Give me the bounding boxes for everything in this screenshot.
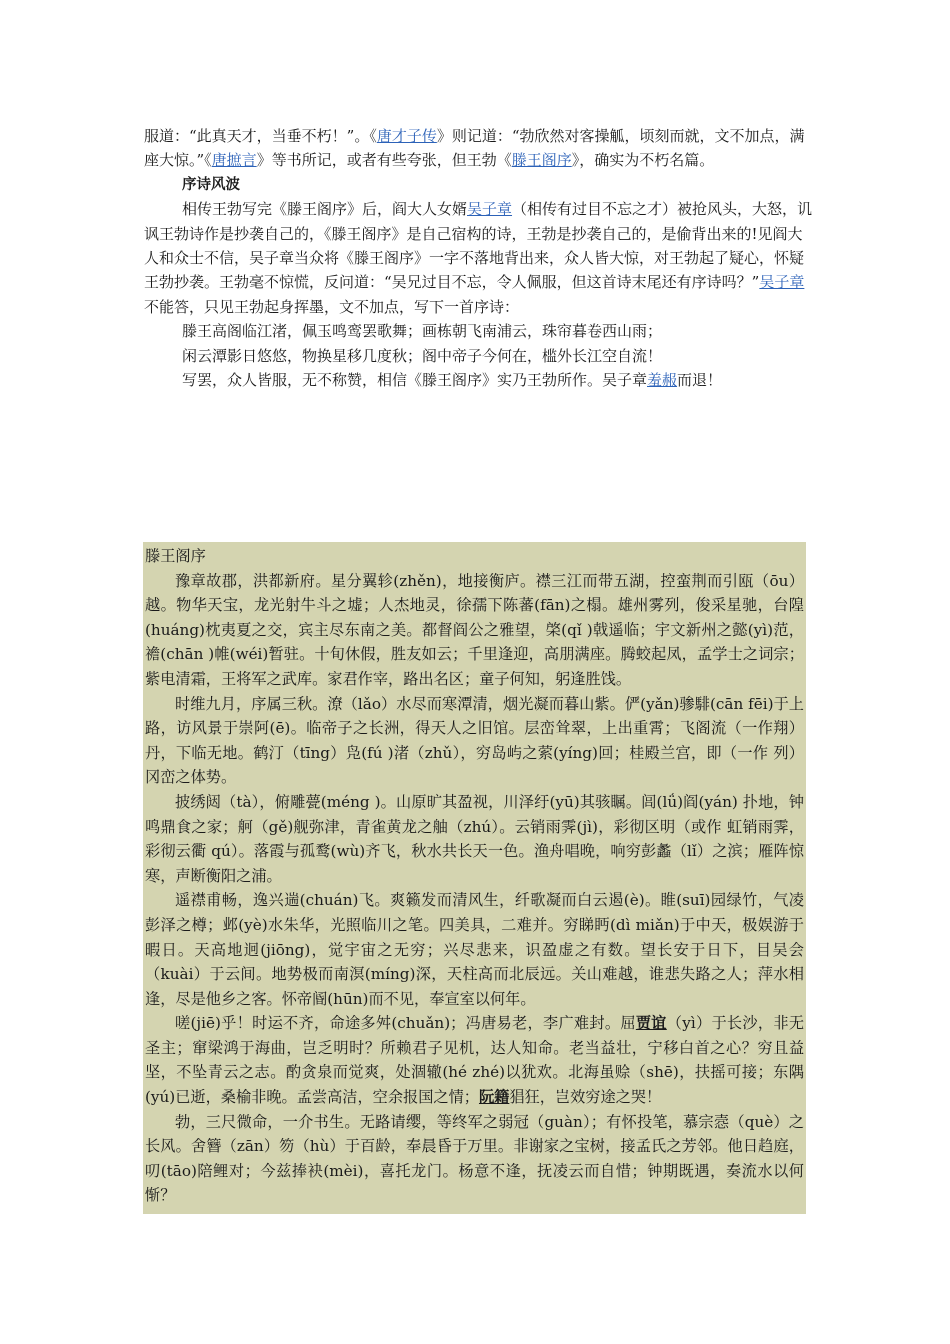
essay-paragraph-1: 豫章故郡，洪都新府。星分翼轸(zhěn)，地接衡庐。襟三江而带五湖，控蛮荆而引瓯（ōu）越。物华天宝，龙光射牛斗之墟；人杰地灵，徐孺下陈蕃(fān)之榻。雄州雾列，俊采星驰，台隍(huáng)枕夷夏之交，宾主尽东南之美。都督阎公之雅望，棨(qǐ )戟遥临；宇文新州之懿(yì)范，襜(chān )帷(wéi)暂驻。十旬休假，胜友如云；千里逢迎，高朋满座。腾蛟起凤，孟学士之词宗；紫电清霜，王将军之武库。家君作宰，路出名区；童子何知，躬逢胜饯。	[145, 571, 804, 688]
intro-paragraph: 服道：“此真天才，当垂不朽！”。《唐才子传》则记道：“勃欣然对客操觚，顷刻而就，文不加点，满座大惊。”《唐摭言》等书所记，或者有些夸张，但王勃《滕王阁序》，确实为不朽名篇。	[144, 127, 805, 170]
essay-paragraph-2: 时维九月，序属三秋。潦（lǎo）水尽而寒潭清，烟光凝而暮山紫。俨(yǎn)骖騑(cān fēi)于上路，访风景于崇阿(ē)。临帝子之长洲，得天人之旧馆。层峦耸翠，上出重霄；飞阁流（一作翔）丹，下临无地。鹤汀（tīng）凫(fú )渚（zhǔ），穷岛屿之萦(yíng)回；桂殿兰宫，即（一作 列）冈峦之体势。	[145, 694, 804, 787]
link-wu-zizhang-2[interactable]: 吴子章	[759, 273, 805, 292]
essay-paragraph-6: 勃，三尺微命，一介书生。无路请缨，等终军之弱冠（guàn）；有怀投笔，慕宗悫（què）之长风。舍簪（zān）笏（hù）于百龄，奉晨昏于万里。非谢家之宝树，接孟氏之芳邻。他日趋庭，叨(tāo)陪鲤对；今兹捧袂(mèi)，喜托龙门。杨意不逢，抚凌云而自惜；钟期既遇，奏流水以何惭？	[145, 1112, 804, 1205]
story-paragraph: 相传王勃写完《滕王阁序》后，阎大人女婿吴子章（相传有过目不忘之才）被抢风头，大怒，讥讽王勃诗作是抄袭自己的，《滕王阁序》是自己宿构的诗，王勃是抄袭自己的，是偷背出来的!见阎大人和众士不信，吴子章当众将《滕王阁序》一字不落地背出来，众人皆大惊，对王勃起了疑心，怀疑王勃抄袭。王勃毫不惊慌，反问道：“吴兄过目不忘，令人佩服，但这首诗末尾还有序诗吗？”吴子章不能答，只见王勃起身挥墨，文不加点，写下一首序诗：	[144, 200, 813, 316]
link-xiunan[interactable]: 羞赧	[647, 371, 678, 390]
link-jia-yi[interactable]: 贾谊	[635, 1014, 667, 1033]
link-ruan-ji[interactable]: 阮籍	[478, 1088, 510, 1107]
link-tengwangge-xu[interactable]: 滕王阁序	[511, 151, 572, 170]
essay-title: 滕王阁序	[145, 547, 206, 565]
essay-box	[143, 542, 806, 1214]
link-tang-caizi-zhuan[interactable]: 唐才子传	[376, 127, 437, 145]
link-tang-zhiyan[interactable]: 唐摭言	[211, 151, 257, 170]
poem-line-2: 闲云潭影日悠悠，物换星移几度秋；阁中帝子今何在，槛外长江空自流！	[182, 346, 663, 365]
essay-paragraph-3: 披绣闼（tà），俯雕甍(méng )。山原旷其盈视，川泽纡(yū)其骇瞩。闾(lǘ)阎(yán) 扑地，钟鸣鼎食之家；舸（gě)舰弥津，青雀黄龙之舳（zhú）。云销雨霁(jì)，彩彻区明（或作 虹销雨霁，彩彻云衢 qú）。落霞与孤鹜(wù)齐飞，秋水共长天一色。渔舟唱晚，响穷彭蠡（lǐ）之滨；雁阵惊寒，声断衡阳之浦。	[145, 792, 804, 885]
poem-line-1: 滕王高阁临江渚，佩玉鸣鸾罢歌舞；画栋朝飞南浦云，珠帘暮卷西山雨；	[182, 322, 663, 341]
intro-text-section	[144, 124, 816, 392]
closing-paragraph: 写罢，众人皆服，无不称赞，相信《滕王阁序》实乃王勃所作。吴子章羞赧而退！	[182, 371, 723, 390]
section-heading: 序诗风波	[182, 176, 240, 193]
link-wu-zizhang[interactable]: 吴子章	[467, 200, 513, 219]
essay-paragraph-5: 嗟(jiē)乎！时运不齐，命途多舛(chuǎn)；冯唐易老，李广难封。屈贾谊（yì）于长沙，非无圣主；窜梁鸿于海曲，岂乏明时？所赖君子见机，达人知命。老当益壮，宁移白首之心？穷且益坚，不坠青云之志。酌贪泉而觉爽，处涸辙(hé zhé)以犹欢。北海虽赊（shē)，扶摇可接；东隅(yú)已逝，桑榆非晚。孟尝高洁，空余报国之情；阮籍猖狂，岂效穷途之哭！	[145, 1014, 805, 1107]
essay-paragraph-4: 遥襟甫畅，逸兴遄(chuán)飞。爽籁发而清风生，纤歌凝而白云遏(è)。睢(suī)园绿竹，气凌彭泽之樽；邺(yè)水朱华，光照临川之笔。四美具，二难并。穷睇眄(dì miǎn)于中天，极娱游于暇日。天高地迥(jiōng)，觉宇宙之无穷；兴尽悲来，识盈虚之有数。望长安于日下，目吴会（kuài）于云间。地势极而南溟(míng)深，天柱高而北辰远。关山难越，谁悲失路之人；萍水相逢，尽是他乡之客。怀帝阍(hūn)而不见，奉宣室以何年。	[145, 891, 804, 1008]
